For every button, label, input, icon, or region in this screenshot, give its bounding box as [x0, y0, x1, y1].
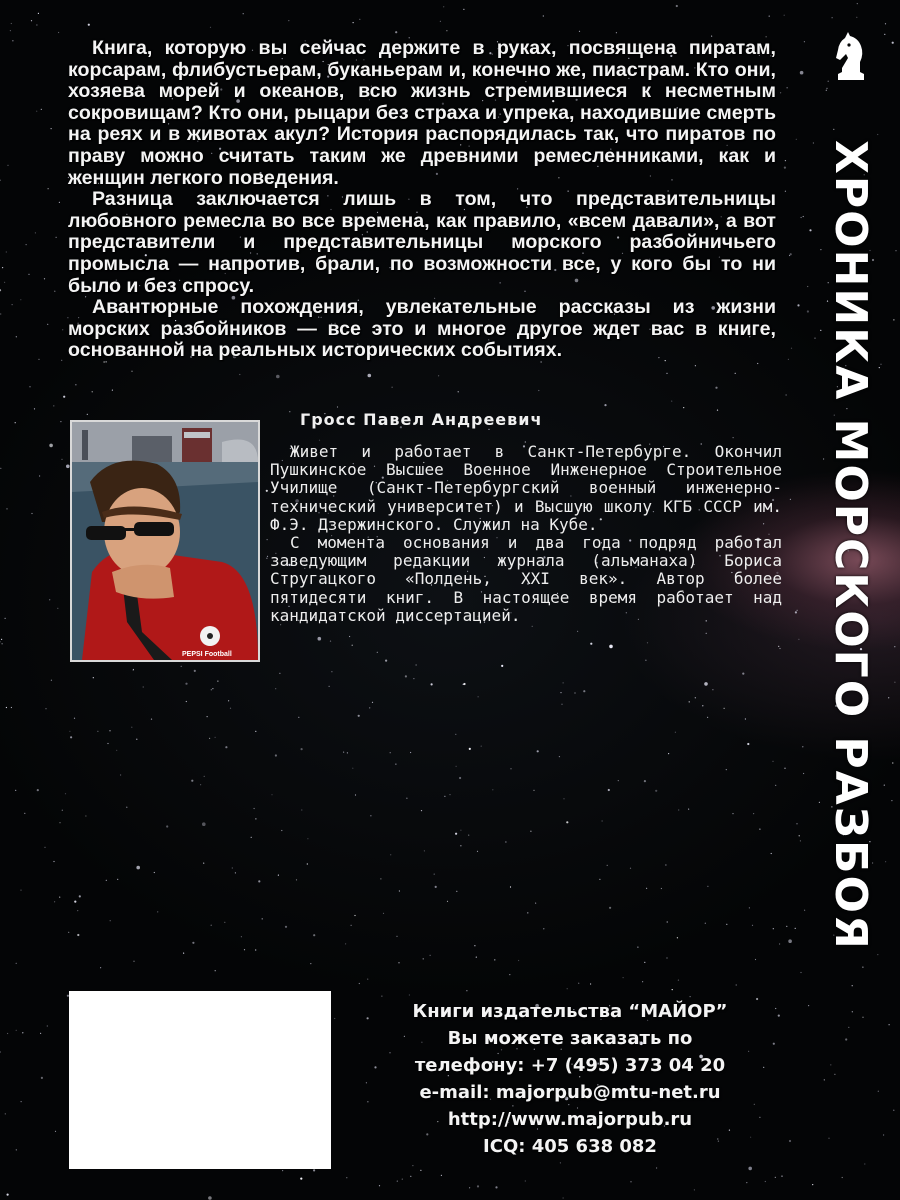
author-portrait-image [72, 422, 258, 660]
website-line: http://www.majorpub.ru [447, 1109, 693, 1130]
publisher-line: Книги издательства “МАЙОР” [412, 1001, 728, 1022]
barcode-area [69, 991, 331, 1169]
author-photo [70, 420, 260, 662]
blurb-paragraph-1: Книга, которую вы сейчас держите в руках, посвящена пиратам, корсарам, флибустьерам, буканьерам и, конечно же, пиастрам. Кто они, хозяева морей и океанов, всю жизнь стремившиеся к несметным сокровищам? Кто они, рыцари без страха и упрека, находившие смерть на реях и в животах акул? История распорядилась так, что пиратов по праву можно считать таким же древними ремесленниками, как и женщин легкого поведения. [68, 37, 776, 189]
bio-paragraph-1: Живет и работает в Санкт-Петербурге. Окончил Пушкинское Высшее Военное Инженерное Строительное Училище (Санкт-Петербургский военный инженерно-технический университет) и Высшую школу КГБ СССР им. Ф.Э. Дзержинского. Служил на Кубе. [270, 442, 782, 534]
spine-title: ХРОНИКА МОРСКОГО РАЗБОЯ [825, 140, 876, 951]
order-line: Вы можете заказать по [447, 1028, 693, 1049]
phone-line: телефону: +7 (495) 373 04 20 [414, 1055, 726, 1076]
bio-paragraph-2: С момента основания и два года подряд работал заведующим редакции журнала (альманаха) Бориса Стругацкого «Полдень, XXI век». Автор более пятидесяти книг. В настоящее время работает над кандидатской диссертацией. [270, 533, 782, 625]
email-line: e-mail: majorpub@mtu-net.ru [419, 1082, 721, 1103]
shirt-logo-text: PEPSI Football [182, 651, 232, 658]
publisher-contacts [360, 998, 780, 1160]
author-bio [270, 443, 782, 625]
chess-knight-icon [834, 32, 868, 82]
blurb-paragraph-3: Авантюрные похождения, увлекательные рассказы из жизни морских разбойников — все это и многое другое ждет вас в книге, основанной на реальных исторических событиях. [68, 296, 776, 362]
book-blurb [68, 38, 776, 362]
icq-line: ICQ: 405 638 082 [483, 1136, 657, 1157]
blurb-paragraph-2: Разница заключается лишь в том, что представительницы любовного ремесла во все времена, как правило, «всем давали», а вот представители и представительницы морского разбойничьего промысла — напротив, брали, по возможности все, у кого бы то ни было и без спросу. [68, 188, 776, 297]
author-name: Гросс Павел Андреевич [300, 410, 543, 429]
